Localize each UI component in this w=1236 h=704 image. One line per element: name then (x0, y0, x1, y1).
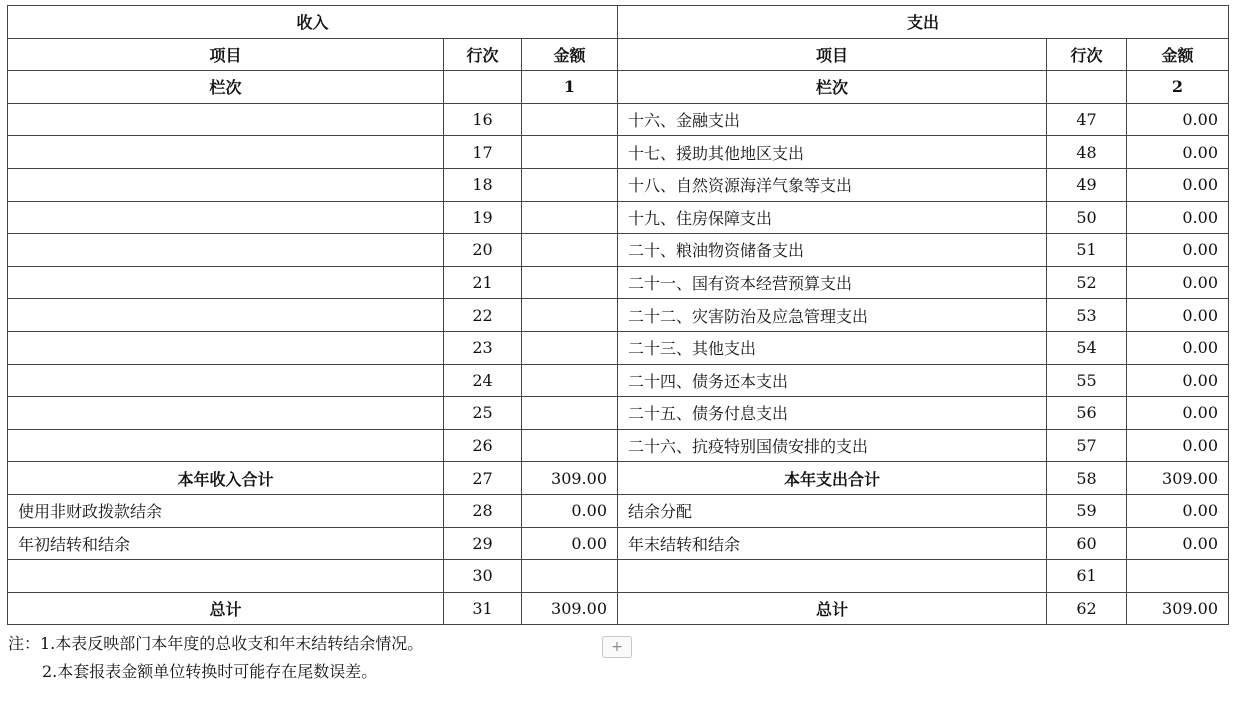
income-amount-cell: 309.00 (522, 462, 618, 495)
income-amount-cell (522, 103, 618, 136)
table-row (8, 397, 1229, 430)
expense-item-cell: 二十四、债务还本支出 (618, 364, 1047, 397)
table-row (8, 299, 1229, 332)
expense-item-cell: 本年支出合计 (618, 462, 1047, 495)
income-amount-cell (522, 136, 618, 169)
expense-line-cell: 52 (1047, 266, 1127, 299)
income-amount-cell (522, 266, 618, 299)
income-amount-cell: 0.00 (522, 527, 618, 560)
income-line-cell: 27 (444, 462, 522, 495)
income-item-header: 项目 (8, 38, 444, 71)
expense-line-cell: 54 (1047, 331, 1127, 364)
income-amount-cell (522, 429, 618, 462)
income-line-cell: 21 (444, 266, 522, 299)
table-row (8, 331, 1229, 364)
expense-amount-cell: 309.00 (1127, 462, 1229, 495)
expense-line-cell: 58 (1047, 462, 1127, 495)
expense-item-cell: 总计 (618, 592, 1047, 625)
notes (8, 630, 423, 686)
income-line-cell: 25 (444, 397, 522, 430)
table-row (8, 234, 1229, 267)
income-item-cell (8, 560, 444, 593)
income-item-cell (8, 397, 444, 430)
income-line-cell: 18 (444, 168, 522, 201)
income-column-number: 1 (522, 71, 618, 104)
income-line-cell: 19 (444, 201, 522, 234)
expense-amount-cell: 309.00 (1127, 592, 1229, 625)
expense-item-header: 项目 (618, 38, 1047, 71)
expense-amount-cell: 0.00 (1127, 527, 1229, 560)
income-line-cell: 31 (444, 592, 522, 625)
income-column-line-empty (444, 71, 522, 104)
expense-line-cell: 49 (1047, 168, 1127, 201)
expense-line-cell: 53 (1047, 299, 1127, 332)
expense-amount-cell: 0.00 (1127, 103, 1229, 136)
income-amount-cell (522, 234, 618, 267)
expense-line-cell: 61 (1047, 560, 1127, 593)
expense-line-cell: 47 (1047, 103, 1127, 136)
income-line-cell: 28 (444, 494, 522, 527)
expense-column-label: 栏次 (618, 71, 1047, 104)
income-amount-cell (522, 364, 618, 397)
table-row (8, 136, 1229, 169)
expense-amount-cell: 0.00 (1127, 201, 1229, 234)
expense-item-cell: 十八、自然资源海洋气象等支出 (618, 168, 1047, 201)
note-line-2: 2.本套报表金额单位转换时可能存在尾数误差。 (42, 662, 378, 681)
income-item-cell (8, 168, 444, 201)
expense-item-cell: 十六、金融支出 (618, 103, 1047, 136)
income-item-cell (8, 364, 444, 397)
expense-line-header: 行次 (1047, 38, 1127, 71)
income-line-cell: 20 (444, 234, 522, 267)
header-row-sections (8, 6, 1229, 39)
note-line-1: 注：1.本表反映部门本年度的总收支和年末结转结余情况。 (8, 634, 424, 653)
table-row (8, 103, 1229, 136)
expense-line-cell: 48 (1047, 136, 1127, 169)
income-amount-cell (522, 168, 618, 201)
income-item-cell (8, 201, 444, 234)
income-line-cell: 16 (444, 103, 522, 136)
expense-item-cell: 二十二、灾害防治及应急管理支出 (618, 299, 1047, 332)
expense-amount-cell: 0.00 (1127, 364, 1229, 397)
expense-line-cell: 62 (1047, 592, 1127, 625)
table-row (8, 560, 1229, 593)
expense-line-cell: 55 (1047, 364, 1127, 397)
table-row (8, 592, 1229, 625)
expense-amount-cell: 0.00 (1127, 168, 1229, 201)
expense-item-cell (618, 560, 1047, 593)
income-item-cell (8, 234, 444, 267)
income-item-cell (8, 103, 444, 136)
header-row-columns (8, 38, 1229, 71)
table-row (8, 462, 1229, 495)
expense-item-cell: 年末结转和结余 (618, 527, 1047, 560)
expense-line-cell: 57 (1047, 429, 1127, 462)
table-row (8, 429, 1229, 462)
expense-item-cell: 二十、粮油物资储备支出 (618, 234, 1047, 267)
income-amount-cell (522, 299, 618, 332)
table-row (8, 494, 1229, 527)
income-line-cell: 17 (444, 136, 522, 169)
table-row (8, 168, 1229, 201)
expense-line-cell: 56 (1047, 397, 1127, 430)
income-item-cell: 本年收入合计 (8, 462, 444, 495)
income-amount-cell (522, 560, 618, 593)
add-row-button[interactable]: + (602, 636, 632, 658)
income-line-cell: 26 (444, 429, 522, 462)
expense-item-cell: 十九、住房保障支出 (618, 201, 1047, 234)
income-column-label: 栏次 (8, 71, 444, 104)
table-row (8, 527, 1229, 560)
income-item-cell: 使用非财政拨款结余 (8, 494, 444, 527)
expense-line-cell: 59 (1047, 494, 1127, 527)
expense-item-cell: 二十六、抗疫特别国债安排的支出 (618, 429, 1047, 462)
expense-amount-cell: 0.00 (1127, 266, 1229, 299)
income-line-cell: 30 (444, 560, 522, 593)
income-item-cell (8, 266, 444, 299)
expense-amount-cell: 0.00 (1127, 494, 1229, 527)
income-line-cell: 23 (444, 331, 522, 364)
income-line-cell: 29 (444, 527, 522, 560)
expense-amount-cell: 0.00 (1127, 331, 1229, 364)
expense-amount-cell: 0.00 (1127, 397, 1229, 430)
expense-amount-cell: 0.00 (1127, 136, 1229, 169)
income-item-cell: 年初结转和结余 (8, 527, 444, 560)
expense-line-cell: 51 (1047, 234, 1127, 267)
table-row (8, 266, 1229, 299)
expense-item-cell: 二十五、债务付息支出 (618, 397, 1047, 430)
header-row-column-index (8, 71, 1229, 104)
income-item-cell (8, 136, 444, 169)
income-amount-cell (522, 201, 618, 234)
table-row (8, 201, 1229, 234)
income-section-header: 收入 (8, 6, 618, 39)
income-amount-cell (522, 397, 618, 430)
income-item-cell (8, 331, 444, 364)
budget-summary-table (7, 5, 1229, 625)
income-line-header: 行次 (444, 38, 522, 71)
expense-item-cell: 结余分配 (618, 494, 1047, 527)
income-line-cell: 22 (444, 299, 522, 332)
table-row (8, 364, 1229, 397)
expense-column-line-empty (1047, 71, 1127, 104)
expense-item-cell: 二十一、国有资本经营预算支出 (618, 266, 1047, 299)
expense-line-cell: 60 (1047, 527, 1127, 560)
expense-item-cell: 二十三、其他支出 (618, 331, 1047, 364)
income-amount-cell: 309.00 (522, 592, 618, 625)
expense-amount-header: 金额 (1127, 38, 1229, 71)
expense-line-cell: 50 (1047, 201, 1127, 234)
expense-amount-cell: 0.00 (1127, 429, 1229, 462)
income-amount-header: 金额 (522, 38, 618, 71)
expense-item-cell: 十七、援助其他地区支出 (618, 136, 1047, 169)
income-item-cell (8, 299, 444, 332)
expense-amount-cell: 0.00 (1127, 234, 1229, 267)
income-amount-cell (522, 331, 618, 364)
income-item-cell: 总计 (8, 592, 444, 625)
expense-column-number: 2 (1127, 71, 1229, 104)
expense-amount-cell: 0.00 (1127, 299, 1229, 332)
expense-amount-cell (1127, 560, 1229, 593)
income-line-cell: 24 (444, 364, 522, 397)
income-amount-cell: 0.00 (522, 494, 618, 527)
income-item-cell (8, 429, 444, 462)
expense-section-header: 支出 (618, 6, 1229, 39)
